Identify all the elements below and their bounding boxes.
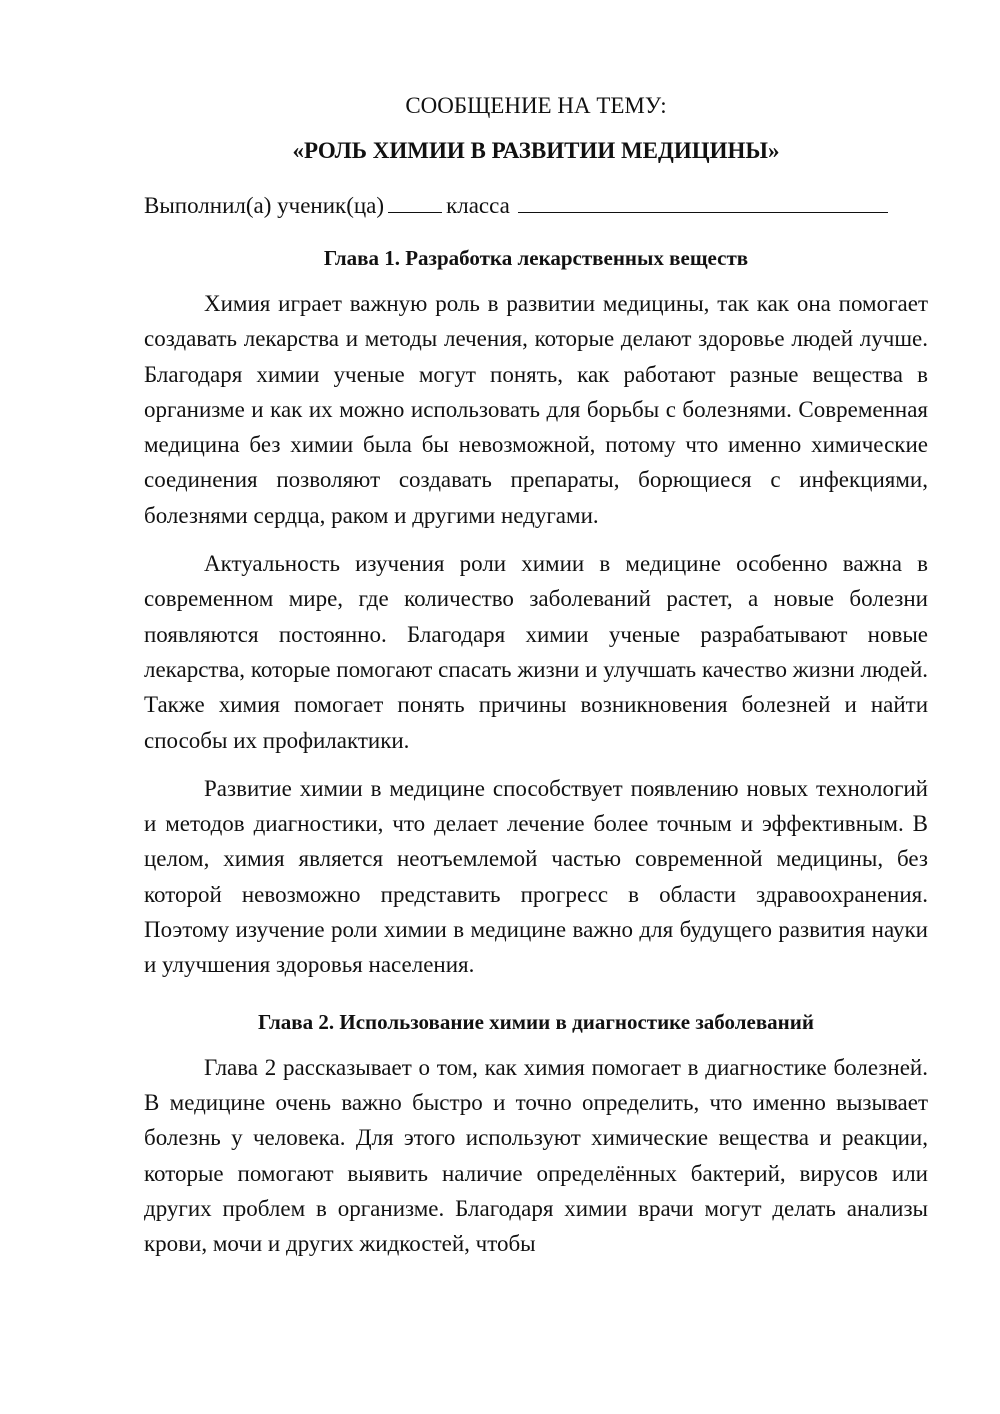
chapter-1-paragraph: Химия играет важную роль в развитии медицины, так как она помогает создавать лекарства и методы лечения, которые делают здоровье людей лучше. Благодаря химии ученые могут понять, как работают разные вещества в организме и как их можно использовать для борьбы с болезнями. Современная медицина без химии была бы невозможной, потому что именно химические соединения позволяют создавать препараты, борющиеся с инфекциями, болезнями сердца, раком и другими недугами.: [144, 291, 928, 528]
document-title: «РОЛЬ ХИМИИ В РАЗВИТИИ МЕДИЦИНЫ»: [292, 138, 780, 163]
chapter-1-heading: Глава 1. Разработка лекарственных веществ: [323, 246, 749, 270]
chapter-2-paragraph: Глава 2 рассказывает о том, как химия помогает в диагностике болезней. В медицине очень важно быстро и точно определить, что именно вызывает болезнь у человека. Для этого используют химические вещества и реакции, которые помогают выявить наличие определённых бактерий, вирусов или других проблем в организме. Благодаря химии врачи могут делать анализы крови, мочи и других жидкостей, чтобы: [144, 1054, 928, 1257]
class-label: класса: [446, 193, 510, 218]
chapter-2-heading: Глава 2. Использование химии в диагностике заболеваний: [258, 1009, 814, 1034]
author-prefix: Выполнил(а) ученик(ца): [144, 193, 385, 218]
chapter-1-paragraph: Развитие химии в медицине способствует появлению новых технологий и методов диагностики, что делает лечение более точным и эффективным. В целом, химия является неотъемлемой частью современной медицины, без которой невозможно представить прогресс в области здравоохранения. Поэтому изучение роли химии в медицине важно для будущего развития науки и улучшения здоровья населения.: [144, 775, 928, 978]
name-blank: [518, 190, 888, 213]
author-line: [144, 188, 928, 223]
document-page: [144, 88, 928, 1261]
grade-blank: [388, 190, 442, 213]
chapter-1-paragraph: Актуальность изучения роли химии в медицине особенно важна в современном мире, где количество заболеваний растет, а новые болезни появляются постоянно. Благодаря химии ученые разрабатывают новые лекарства, которые помогают спасать жизни и улучшать качество жизни людей. Также химия помогает понять причины возникновения болезней и найти способы их профилактики.: [144, 551, 928, 753]
subject-line: СООБЩЕНИЕ НА ТЕМУ:: [405, 93, 667, 118]
